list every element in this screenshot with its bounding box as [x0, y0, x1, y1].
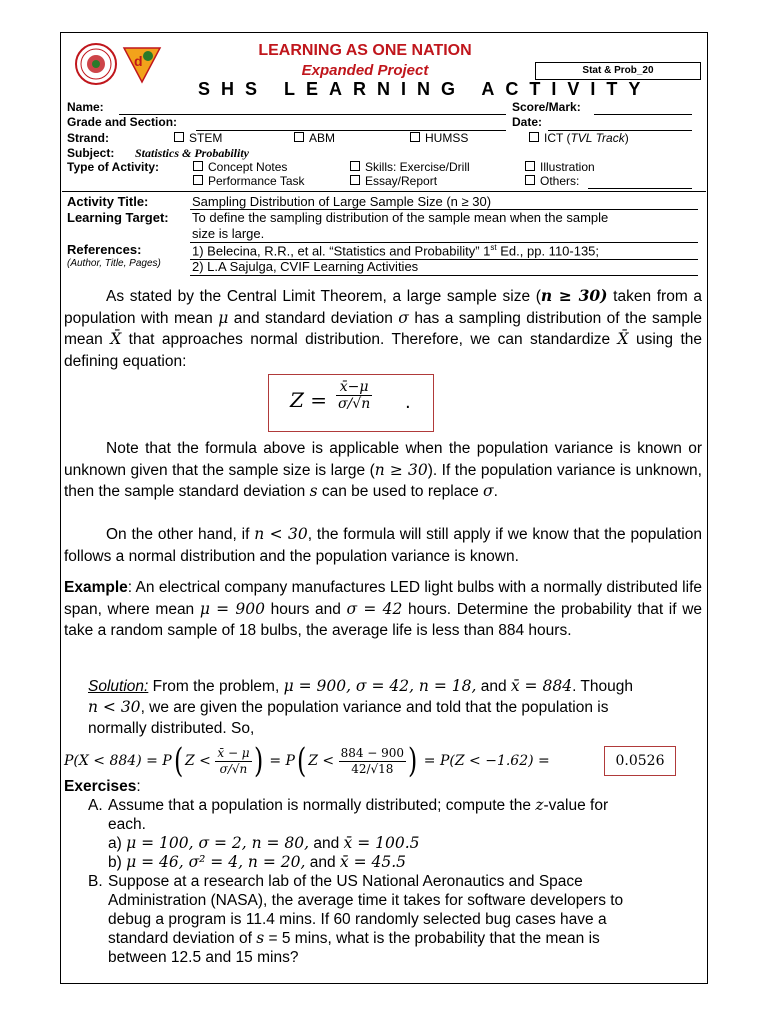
name-line [119, 114, 506, 115]
checkbox-icon [174, 132, 184, 142]
others-line [588, 188, 692, 189]
strand-abm: ABM [294, 131, 335, 145]
checkbox-icon [525, 175, 535, 185]
strand-stem: STEM [174, 131, 222, 145]
score-line [594, 114, 692, 115]
exercise-b-letter: B. [88, 873, 103, 890]
checkbox-icon [193, 175, 203, 185]
score-label: Score/Mark: [512, 100, 581, 114]
solution-line2: n < 30, we are given the population variance and told that the population is [88, 698, 609, 716]
learning-target-line2: size is large. [192, 226, 265, 241]
checkbox-icon [525, 161, 535, 171]
subject-code-box: Stat & Prob_20 [535, 62, 701, 80]
type-skills-drill: Skills: Exercise/Drill [350, 160, 470, 174]
grade-section-label: Grade and Section: [67, 115, 178, 129]
reference-1: 1) Belecina, R.R., et al. “Statistics and Probability” 1st Ed., pp. 110-135; [192, 243, 600, 259]
activity-heading: SHS LEARNING ACTIVITY [198, 79, 652, 99]
answer-box: 0.0526 [604, 746, 676, 776]
exercises-heading: Exercises: [64, 778, 141, 795]
deped-seal-logo [74, 42, 118, 86]
references-sublabel: (Author, Title, Pages) [67, 258, 161, 269]
exercise-a-letter: A. [88, 797, 103, 814]
strand-humss: HUMSS [410, 131, 468, 145]
probability-equation: P(X < 884) = P( Z < $\frac{x̄ - \mu}{\sigma/√n}$ ) = P( Z < $\frac{884 - 900}{42/√18}$ ) = P(Z < −1.62) = [64, 741, 550, 781]
references-label: References: [67, 242, 142, 257]
subject-label: Subject: [67, 146, 115, 160]
reference-2: 2) L.A Sajulga, CVIF Learning Activities [192, 259, 419, 274]
type-performance-task: Performance Task [193, 174, 305, 188]
solution-line3: normally distributed. So, [88, 720, 255, 737]
date-label: Date: [512, 115, 543, 129]
formula-period: . [405, 392, 411, 413]
header-title: LEARNING AS ONE NATION [258, 42, 472, 59]
exercise-a-line2: each. [108, 816, 146, 833]
paragraph-small-sample: On the other hand, if n < 30, the formula will still apply if we know that the population follows a normal distribution and the population variance is known. [64, 525, 702, 565]
checkbox-icon [294, 132, 304, 142]
paragraph-clt: As stated by the Central Limit Theorem, a large sample size (n ≥ 30) taken from a population with mean μ and standard deviation σ has a sampling distribution of the sample mean X̄ that approaches normal distribution. Therefore, we can standardize X̄ using the defining equation: [64, 286, 703, 370]
formula-lhs: Z = [290, 388, 328, 412]
type-essay-report: Essay/Report [350, 174, 437, 188]
type-concept-notes: Concept Notes [193, 160, 287, 174]
subject-value: Statistics & Probability [135, 146, 250, 160]
paragraph-example: Example: An electrical company manufactures LED light bulbs with a normally distributed life span, where mean μ = 900 hours and σ = 42 hours. Determine the probability that if we take a random sample of 18 bulbs, the average life is less than 884 hours. [64, 579, 703, 639]
solution-line1: Solution: From the problem, μ = 900, σ = 42, n = 18, and x̄ = 884. Though [88, 677, 633, 695]
division-logo [120, 42, 164, 86]
learning-target-line1: To define the sampling distribution of the sample mean when the sample [192, 210, 609, 225]
header-subtitle: Expanded Project [301, 62, 429, 79]
name-label: Name: [67, 100, 104, 114]
activity-title-value: Sampling Distribution of Large Sample Size (n ≥ 30) [192, 194, 492, 209]
exercise-a-part-b: b) μ = 46, σ² = 4, n = 20, and x̄ = 45.5 [108, 853, 407, 871]
strand-ict: ICT (TVL Track) [529, 131, 629, 145]
exercise-b-line4: standard deviation of s = 5 mins, what is the probability that the mean is [108, 929, 600, 947]
type-of-activity-label: Type of Activity: [67, 160, 160, 174]
formula-fraction: $\frac{x̄-\mu}{\sigma/√n}$ [338, 379, 371, 412]
strand-label: Strand: [67, 131, 109, 145]
exercise-a-part-a: a) μ = 100, σ = 2, n = 80, and x̄ = 100.5 [108, 834, 420, 852]
checkbox-icon [529, 132, 539, 142]
svg-text:d: d [134, 53, 143, 69]
section-divider [62, 191, 706, 192]
exercise-a-line1: Assume that a population is normally distributed; compute the z-value for [108, 796, 609, 814]
learning-target-label: Learning Target: [67, 210, 169, 225]
exercise-b-line5: between 12.5 and 15 mins? [108, 949, 299, 966]
checkbox-icon [193, 161, 203, 171]
paragraph-variance: Note that the formula above is applicable when the population variance is known or unknown given that the sample size is large (n ≥ 30). If the population variance is unknown, then the sample standard deviation s can be used to replace σ. [64, 440, 702, 500]
exercise-b-line1: Suppose at a research lab of the US National Aeronautics and Space [108, 873, 583, 890]
checkbox-icon [350, 161, 360, 171]
checkbox-icon [410, 132, 420, 142]
activity-title-label: Activity Title: [67, 194, 149, 209]
checkbox-icon [350, 175, 360, 185]
type-others: Others: [525, 174, 579, 188]
reference-2-line [190, 275, 698, 276]
exercise-b-line3: debug a program is 11.4 mins. If 60 randomly selected bug cases have a [108, 911, 607, 928]
type-illustration: Illustration [525, 160, 595, 174]
exercise-b-line2: Administration (NASA), the average time it takes for software developers to [108, 892, 624, 909]
